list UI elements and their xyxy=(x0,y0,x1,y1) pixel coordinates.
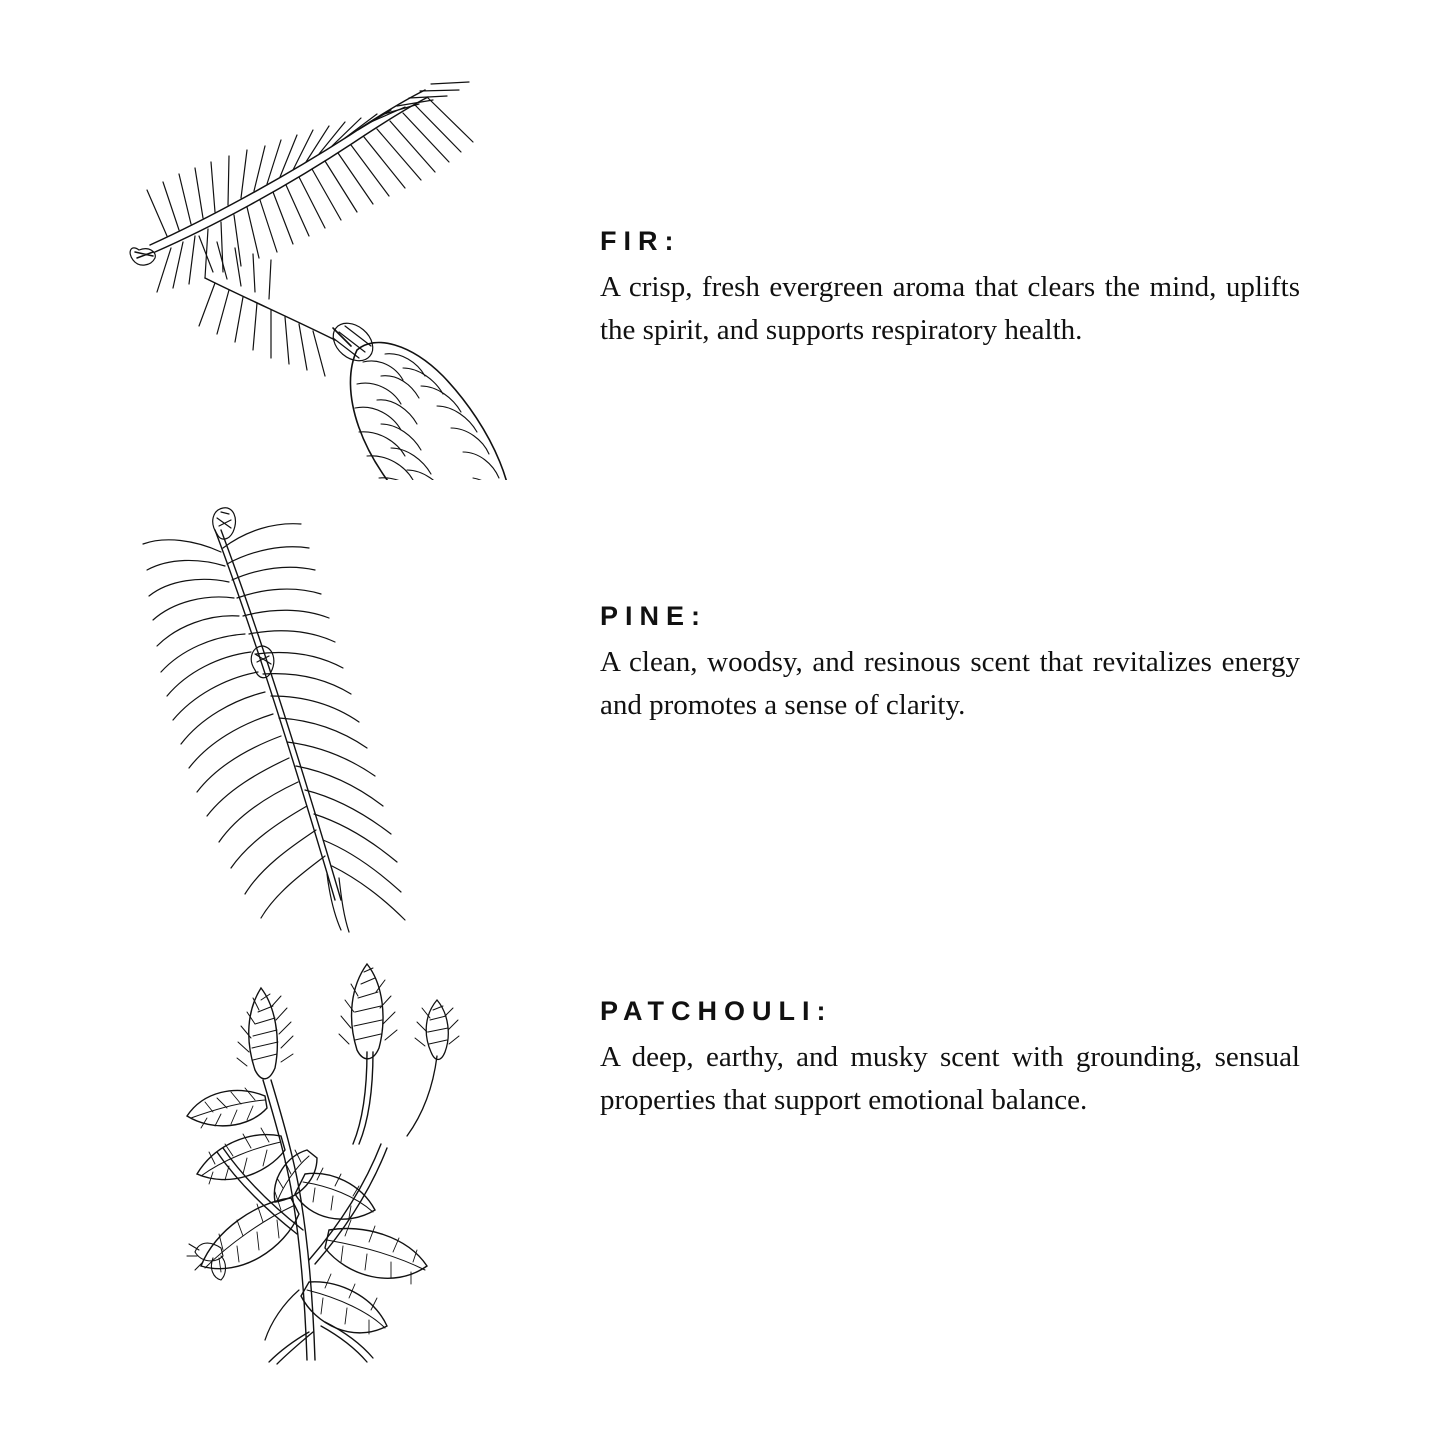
entry-fir xyxy=(0,40,1445,480)
patchouli-text-block xyxy=(600,995,1300,1122)
pine-text-block xyxy=(600,600,1300,727)
entry-title: PINE: xyxy=(600,601,708,631)
entry-patchouli xyxy=(0,930,1445,1370)
fir-branch-with-cone-illustration xyxy=(95,40,515,480)
entry-title: FIR: xyxy=(600,226,681,256)
pine-branch-illustration xyxy=(95,500,515,940)
entry-description: A clean, woodsy, and resinous scent that revitalizes energy and promotes a sense of clarity. xyxy=(600,646,1300,722)
entry-title: PATCHOULI: xyxy=(600,996,833,1026)
entry-description: A deep, earthy, and musky scent with grounding, sensual properties that support emotional balance. xyxy=(600,1041,1300,1117)
entry-pine xyxy=(0,500,1445,940)
patchouli-plant-illustration xyxy=(95,930,515,1370)
entry-description: A crisp, fresh evergreen aroma that clears the mind, uplifts the spirit, and supports respiratory health. xyxy=(600,271,1300,347)
fir-text-block xyxy=(600,225,1300,352)
